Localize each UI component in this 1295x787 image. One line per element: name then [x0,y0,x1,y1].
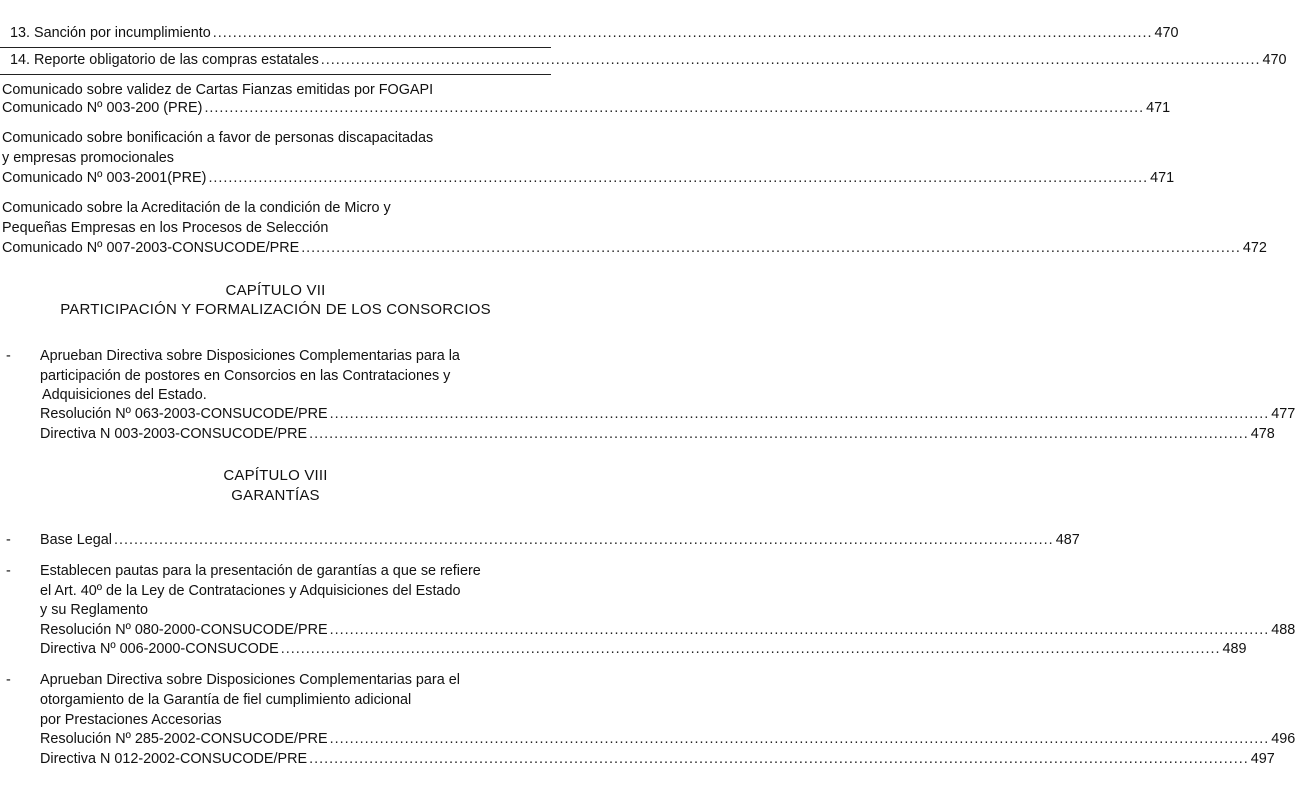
leader-dots: ............................................................................................................................................................................................ [301,240,1241,256]
toc-entry [40,710,542,730]
entry-text: 13. Sanción por incumplimiento [10,25,211,41]
entry-text: Aprueban Directiva sobre Disposiciones Complementarias para la [40,348,460,364]
bullet-dash: - [6,672,11,688]
entry-text: Directiva N 003-2003-CONSUCODE/PRE [40,426,308,442]
toc-entry [2,128,542,148]
entry-text: y su Reglamento [40,602,148,618]
entry-text: Aprueban Directiva sobre Disposiciones Complementarias para el [40,672,460,688]
leader-dots: ............................................................................................................................................................................................ [204,100,1145,116]
entry-text: Comunicado sobre validez de Cartas Fianzas emitidas por FOGAPI [2,82,434,98]
toc-entry [40,729,1295,749]
entry-text: Directiva N 012-2002-CONSUCODE/PRE [40,751,308,767]
entry-page: 496 [1271,731,1295,747]
entry-page: 470 [1262,52,1287,68]
toc-entry [40,346,542,366]
entry-text: Resolución Nº 063-2003-CONSUCODE/PRE [40,406,328,422]
chapter-title: CAPÍTULO VIII [223,467,328,484]
leader-dots: ............................................................................................................................................................................................ [208,170,1149,186]
entry-text: y empresas promocionales [2,150,174,166]
bullet-dash: - [6,532,11,548]
toc-entry [40,530,1080,550]
entry-text: Adquisiciones del Estado. [42,387,207,403]
toc-entry [40,670,542,690]
toc-entry [42,385,542,405]
entry-text: 14. Reporte obligatorio de las compras estatales [10,52,319,68]
toc-entry [40,600,542,620]
entry-page: 477 [1271,406,1295,422]
separator-line [0,74,551,75]
toc-entry [10,23,1179,43]
toc-entry [2,98,1171,118]
toc-entry [40,561,542,581]
toc-entry [10,50,1287,70]
leader-dots: ............................................................................................................................................................................................ [212,25,1153,41]
leader-dots: ............................................................................................................................................................................................ [329,731,1270,747]
chapter-title: CAPÍTULO VII [225,282,326,299]
entry-text: Comunicado sobre la Acreditación de la condición de Micro y [2,200,391,216]
toc-entry [2,238,1267,258]
toc-entry [2,168,1175,188]
chapter-subtitle: PARTICIPACIÓN Y FORMALIZACIÓN DE LOS CONSORCIOS [60,301,491,318]
toc-entry [40,620,1295,640]
entry-text: por Prestaciones Accesorias [40,712,222,728]
leader-dots: ............................................................................................................................................................................................ [280,641,1221,657]
entry-page: 489 [1222,641,1247,657]
leader-dots: ............................................................................................................................................................................................ [320,52,1261,68]
entry-text: Comunicado Nº 003-200 (PRE) [2,100,203,116]
bullet-dash: - [6,348,11,364]
chapter-subtitle: GARANTÍAS [231,487,320,504]
entry-text: Resolución Nº 080-2000-CONSUCODE/PRE [40,622,328,638]
entry-text: otorgamiento de la Garantía de fiel cumplimiento adicional [40,692,412,708]
bullet-dash: - [6,563,11,579]
leader-dots: ............................................................................................................................................................................................ [309,751,1249,767]
entry-text: Establecen pautas para la presentación de garantías a que se refiere [40,563,481,579]
toc-entry [2,198,542,218]
toc-entry [40,424,1275,444]
toc-entry [40,639,1247,659]
leader-dots: ............................................................................................................................................................................................ [329,622,1270,638]
leader-dots: ............................................................................................................................................................................................ [329,406,1270,422]
entry-text: Comunicado Nº 007-2003-CONSUCODE/PRE [2,240,300,256]
toc-entry [2,218,542,238]
entry-page: 471 [1146,100,1171,116]
entry-text: Comunicado Nº 003-2001(PRE) [2,170,207,186]
entry-page: 471 [1150,170,1175,186]
entry-text: Pequeñas Empresas en los Procesos de Selección [2,220,329,236]
entry-page: 497 [1250,751,1275,767]
entry-text: Resolución Nº 285-2002-CONSUCODE/PRE [40,731,328,747]
separator-line [0,47,551,48]
entry-page: 472 [1242,240,1267,256]
entry-text: el Art. 40º de la Ley de Contrataciones y Adquisiciones del Estado [40,583,461,599]
toc-entry [40,690,542,710]
toc-entry [40,404,1295,424]
entry-page: 487 [1055,532,1080,548]
entry-text: Base Legal [40,532,113,548]
toc-entry [40,749,1275,769]
toc-entry [40,366,542,386]
entry-text: Comunicado sobre bonificación a favor de personas discapacitadas [2,130,434,146]
entry-page: 470 [1154,25,1179,41]
leader-dots: ............................................................................................................................................................................................ [114,532,1054,548]
entry-text: Directiva Nº 006-2000-CONSUCODE [40,641,279,657]
entry-page: 478 [1250,426,1275,442]
entry-text: participación de postores en Consorcios en las Contrataciones y [40,368,451,384]
leader-dots: ............................................................................................................................................................................................ [309,426,1249,442]
toc-entry [40,581,542,601]
entry-page: 488 [1271,622,1295,638]
toc-entry [2,80,542,100]
toc-entry [2,148,542,168]
